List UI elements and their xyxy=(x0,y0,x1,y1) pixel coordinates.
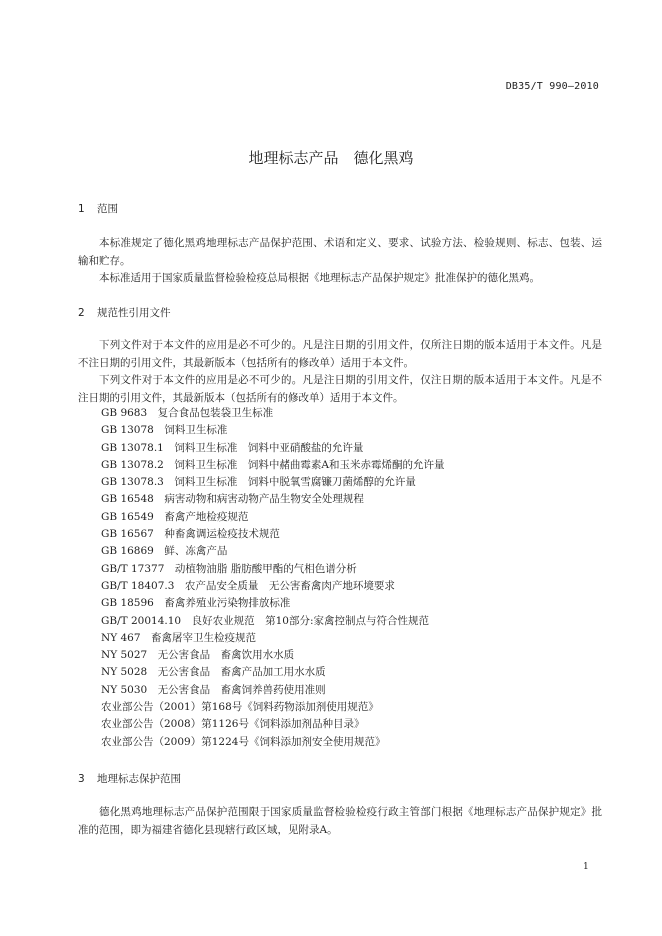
reference-item: GB 18596 畜禽养殖业污染物排放标准 xyxy=(101,597,291,610)
paragraph: 下列文件对于本文件的应用是必不可少的。凡是注日期的引用文件，仅所注日期的版本适用于本文件。凡是不注日期的引用文件，其最新版本（包括所有的修改单）适用于本文件。 xyxy=(78,339,602,369)
reference-item: GB 16567 种畜禽调运检疫技术规范 xyxy=(101,528,280,541)
page-number: 1 xyxy=(583,862,589,872)
section-1-body xyxy=(78,235,602,288)
section-title: 范围 xyxy=(97,203,118,215)
paragraph: 德化黑鸡地理标志产品保护范围限于国家质量监督检验检疫行政主管部门根据《地理标志产品保护规定》批准的范围，即为福建省德化县现辖行政区域，见附录A。 xyxy=(78,806,602,836)
reference-item: GB 16549 畜禽产地检疫规范 xyxy=(101,510,249,523)
reference-item: GB 13078.3 饲料卫生标准 饲料中脱氧雪腐镰刀菌烯醇的允许量 xyxy=(101,476,416,489)
document-title: 地理标志产品 德化黑鸡 xyxy=(248,149,414,167)
section-number: 1 xyxy=(78,203,85,215)
reference-list xyxy=(101,405,444,751)
reference-item: NY 5028 无公害食品 畜禽产品加工用水水质 xyxy=(101,666,326,679)
section-title: 规范性引用文件 xyxy=(97,307,171,319)
reference-item: GB 13078 饲料卫生标准 xyxy=(101,424,228,437)
reference-item: GB 13078.1 饲料卫生标准 饲料中亚硝酸盐的允许量 xyxy=(101,441,364,454)
section-3-body xyxy=(78,804,602,839)
reference-item: NY 5027 无公害食品 畜禽饮用水水质 xyxy=(101,649,295,662)
paragraph: 本标准规定了德化黑鸡地理标志产品保护范围、术语和定义、要求、试验方法、检验规则、标志、包装、运输和贮存。 xyxy=(78,237,602,267)
reference-item: NY 467 畜禽屠宰卫生检疫规范 xyxy=(101,631,256,644)
document-code: DB35/T 990—2010 xyxy=(505,81,599,92)
reference-item: GB 9683 复合食品包装袋卫生标准 xyxy=(101,407,274,419)
paragraph: 本标准适用于国家质量监督检验检疫总局根据《地理标志产品保护规定》批准保护的德化黑鸡。 xyxy=(99,272,540,284)
reference-item: GB 13078.2 饲料卫生标准 饲料中赭曲霉素A和玉米赤霉烯酮的允许量 xyxy=(101,458,445,471)
paragraph: 下列文件对于本文件的应用是必不可少的。凡是注日期的引用文件，仅注日期的版本适用于本文件。凡是不注日期的引用文件，其最新版本（包括所有的修改单）适用于本文件。 xyxy=(78,374,602,404)
section-number: 3 xyxy=(78,773,85,785)
reference-item: 农业部公告（2009）第1224号《饲料添加剂安全使用规范》 xyxy=(101,735,386,748)
reference-item: NY 5030 无公害食品 畜禽饲养兽药使用准则 xyxy=(101,683,326,696)
reference-item: 农业部公告（2008）第1126号《饲料添加剂品种目录》 xyxy=(101,718,365,731)
reference-item: GB/T 17377 动植物油脂 脂肪酸甲酯的气相色谱分析 xyxy=(101,562,357,575)
section-number: 2 xyxy=(78,307,85,319)
section-3-heading xyxy=(78,771,181,786)
reference-item: GB 16548 病害动物和病害动物产品生物安全处理规程 xyxy=(101,493,364,506)
section-1-heading xyxy=(78,201,118,216)
reference-item: GB/T 18407.3 农产品安全质量 无公害畜禽肉产地环境要求 xyxy=(101,579,395,592)
section-2-heading xyxy=(78,305,171,320)
reference-item: 农业部公告（2001）第168号《饲料药物添加剂使用规范》 xyxy=(101,701,379,714)
section-title: 地理标志保护范围 xyxy=(97,773,181,785)
reference-item: GB/T 20014.10 良好农业规范 第10部分:家禽控制点与符合性规范 xyxy=(101,614,429,627)
reference-item: GB 16869 鲜、冻禽产品 xyxy=(101,545,228,558)
section-2-body xyxy=(78,337,602,407)
